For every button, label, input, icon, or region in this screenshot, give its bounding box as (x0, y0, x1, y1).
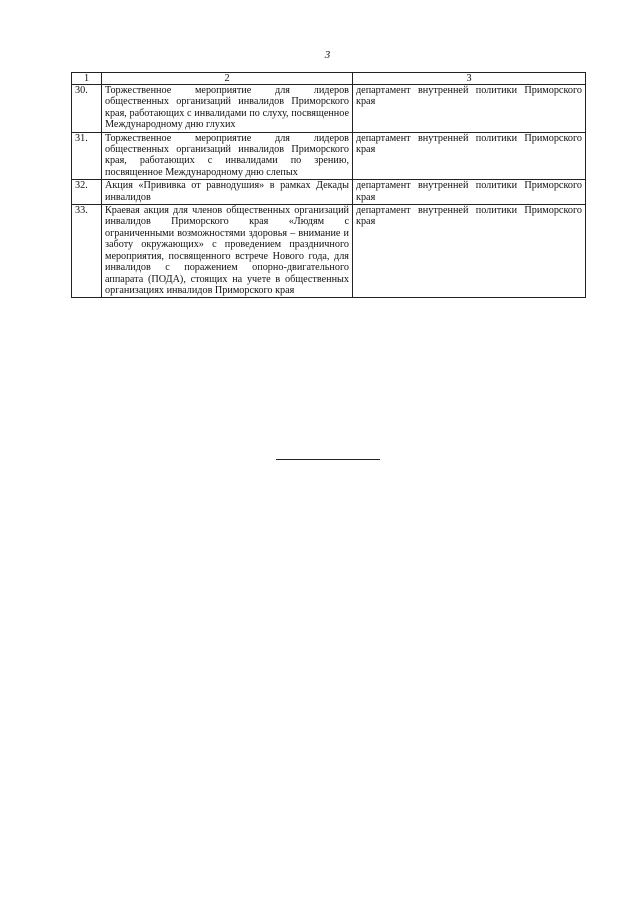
responsible-department: департамент внутренней политики Приморского края (353, 180, 586, 205)
table-header (72, 73, 586, 85)
table-row (72, 180, 586, 205)
table-row (72, 205, 586, 298)
table-header-row (72, 73, 586, 85)
event-name: Краевая акция для членов общественных организаций инвалидов Приморского края «Людям с ограниченными возможностями здоровья – внимание и заботу окружающих» с проведением праздничного мероприятия, посвященного встрече Нового года, для инвалидов с поражением опорно-двигательного аппарата (ПОДА), стоящих на учете в общественных организациях инвалидов Приморского края (102, 205, 353, 298)
table-row (72, 85, 586, 133)
page-number: 3 (324, 49, 331, 61)
events-table (71, 72, 586, 298)
row-number: 30. (72, 85, 102, 133)
event-name: Акция «Прививка от равнодушия» в рамках Декады инвалидов (102, 180, 353, 205)
column-header-2: 2 (102, 73, 353, 85)
event-name: Торжественное мероприятие для лидеров общественных организаций инвалидов Приморского края, работающих с инвалидами по слуху, посвященное Международному дню глухих (102, 85, 353, 133)
table-body (72, 85, 586, 298)
column-header-3: 3 (353, 73, 586, 85)
column-header-1: 1 (72, 73, 102, 85)
end-separator-line (276, 459, 380, 460)
table-row (72, 132, 586, 180)
row-number: 33. (72, 205, 102, 298)
responsible-department: департамент внутренней политики Приморского края (353, 85, 586, 133)
responsible-department: департамент внутренней политики Приморского края (353, 132, 586, 180)
event-name: Торжественное мероприятие для лидеров общественных организаций инвалидов Приморского края, работающих с инвалидами по зрению, посвященное Международному дню слепых (102, 132, 353, 180)
row-number: 32. (72, 180, 102, 205)
responsible-department: департамент внутренней политики Приморского края (353, 205, 586, 298)
row-number: 31. (72, 132, 102, 180)
